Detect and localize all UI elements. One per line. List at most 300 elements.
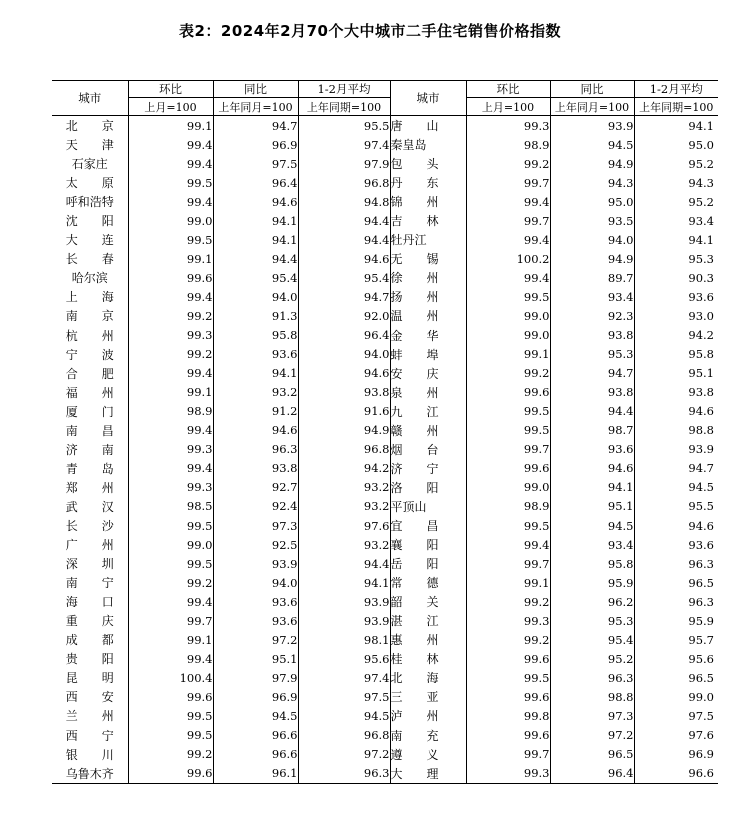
cell-yoy-left: 94.4 (213, 249, 298, 268)
cell-yoy-left: 91.3 (213, 306, 298, 325)
cell-yoy-right: 95.9 (550, 573, 634, 592)
cell-city-right: 烟 台 (390, 440, 466, 459)
cell-yoy-left: 93.2 (213, 383, 298, 402)
cell-mom-right: 99.4 (466, 535, 550, 554)
cell-mom-right: 99.2 (466, 630, 550, 649)
cell-city-left: 青 岛 (65, 461, 114, 476)
cell-city-right: 宜 昌 (390, 516, 466, 535)
header-avg-base-left: 上年同期=100 (298, 98, 390, 116)
cell-city-right: 湛 江 (390, 611, 466, 630)
cell-mom-right: 99.5 (466, 287, 550, 306)
table-row (52, 554, 718, 573)
table-row (52, 592, 718, 611)
cell-avg-left: 97.4 (298, 668, 390, 687)
cell-yoy-right: 96.2 (550, 592, 634, 611)
cell-avg-right: 94.6 (634, 402, 718, 421)
cell-city-right: 常 德 (390, 573, 466, 592)
cell-avg-right: 94.6 (634, 516, 718, 535)
header-mom-base-left: 上月=100 (128, 98, 213, 116)
cell-mom-right: 99.3 (466, 764, 550, 784)
table-row (52, 421, 718, 440)
table-row (52, 230, 718, 249)
cell-avg-right: 95.2 (634, 192, 718, 211)
cell-mom-left: 99.1 (128, 116, 213, 136)
cell-yoy-right: 93.5 (550, 211, 634, 230)
cell-yoy-right: 94.9 (550, 154, 634, 173)
cell-city-left: 南 京 (65, 309, 114, 324)
cell-city-right: 北 海 (390, 668, 466, 687)
table-row (52, 345, 718, 364)
table-row (52, 173, 718, 192)
table-row (52, 364, 718, 383)
cell-mom-left: 99.2 (128, 345, 213, 364)
cell-mom-left: 99.2 (128, 306, 213, 325)
table-row (52, 192, 718, 211)
cell-city-left: 沈 阳 (65, 214, 114, 229)
cell-mom-left: 99.3 (128, 440, 213, 459)
cell-city-right: 丹 东 (390, 173, 466, 192)
cell-avg-right: 98.8 (634, 421, 718, 440)
table-row (52, 649, 718, 668)
cell-yoy-left: 97.5 (213, 154, 298, 173)
header-city-right: 城市 (390, 81, 466, 116)
cell-city-left: 海 口 (65, 595, 114, 610)
table-row (52, 535, 718, 554)
cell-yoy-left: 96.6 (213, 726, 298, 745)
cell-avg-left: 93.2 (298, 535, 390, 554)
cell-avg-left: 94.6 (298, 249, 390, 268)
cell-mom-left: 99.3 (128, 326, 213, 345)
cell-city-left: 哈尔滨 (71, 271, 108, 286)
cell-yoy-left: 96.1 (213, 764, 298, 784)
cell-avg-left: 94.4 (298, 554, 390, 573)
cell-avg-left: 94.9 (298, 421, 390, 440)
cell-avg-right: 94.1 (634, 116, 718, 136)
cell-avg-left: 94.8 (298, 192, 390, 211)
cell-avg-right: 93.8 (634, 383, 718, 402)
cell-mom-left: 100.4 (128, 668, 213, 687)
cell-yoy-left: 94.6 (213, 192, 298, 211)
cell-mom-left: 99.5 (128, 173, 213, 192)
cell-yoy-right: 98.8 (550, 687, 634, 706)
cell-city-right: 温 州 (390, 306, 466, 325)
cell-avg-left: 94.1 (298, 573, 390, 592)
cell-city-right: 韶 关 (390, 592, 466, 611)
cell-yoy-right: 93.6 (550, 440, 634, 459)
cell-city-right: 三 亚 (390, 687, 466, 706)
cell-avg-left: 94.4 (298, 230, 390, 249)
cell-mom-right: 99.7 (466, 173, 550, 192)
cell-mom-left: 99.2 (128, 573, 213, 592)
header-yoy-right: 同比 (550, 81, 634, 98)
cell-city-right: 九 江 (390, 402, 466, 421)
cell-yoy-left: 95.1 (213, 649, 298, 668)
cell-mom-left: 99.4 (128, 154, 213, 173)
table-row (52, 402, 718, 421)
cell-avg-right: 95.7 (634, 630, 718, 649)
cell-yoy-left: 92.5 (213, 535, 298, 554)
cell-city-left: 兰 州 (65, 709, 114, 724)
cell-city-left: 深 圳 (65, 557, 114, 572)
cell-city-left: 呼和浩特 (65, 195, 114, 210)
cell-mom-left: 98.9 (128, 402, 213, 421)
cell-mom-left: 99.1 (128, 630, 213, 649)
cell-city-left: 济 南 (65, 442, 114, 457)
cell-avg-right: 93.4 (634, 211, 718, 230)
cell-mom-right: 99.4 (466, 192, 550, 211)
cell-avg-left: 93.2 (298, 497, 390, 516)
cell-city-right: 锦 州 (390, 192, 466, 211)
cell-mom-right: 99.5 (466, 516, 550, 535)
cell-yoy-left: 97.3 (213, 516, 298, 535)
cell-avg-right: 95.0 (634, 135, 718, 154)
cell-mom-right: 99.0 (466, 478, 550, 497)
cell-avg-left: 97.9 (298, 154, 390, 173)
cell-city-right: 秦皇岛 (390, 135, 466, 154)
cell-mom-left: 99.4 (128, 592, 213, 611)
cell-mom-left: 99.6 (128, 687, 213, 706)
cell-mom-left: 99.5 (128, 706, 213, 725)
cell-city-left: 昆 明 (65, 671, 114, 686)
cell-mom-right: 99.6 (466, 687, 550, 706)
cell-yoy-left: 96.9 (213, 687, 298, 706)
cell-mom-left: 99.0 (128, 211, 213, 230)
cell-mom-right: 99.6 (466, 383, 550, 402)
header-mom-base-right: 上月=100 (466, 98, 550, 116)
cell-city-left: 长 沙 (65, 519, 114, 533)
cell-avg-right: 95.1 (634, 364, 718, 383)
cell-city-left: 南 宁 (65, 576, 114, 591)
cell-yoy-right: 96.4 (550, 764, 634, 784)
cell-city-right: 徐 州 (390, 268, 466, 287)
table-row (52, 211, 718, 230)
cell-yoy-left: 95.4 (213, 268, 298, 287)
cell-mom-left: 99.1 (128, 249, 213, 268)
cell-yoy-left: 96.6 (213, 745, 298, 764)
cell-city-right: 安 庆 (390, 364, 466, 383)
cell-yoy-left: 96.4 (213, 173, 298, 192)
cell-avg-right: 94.1 (634, 230, 718, 249)
cell-avg-right: 95.5 (634, 497, 718, 516)
cell-avg-left: 95.5 (298, 116, 390, 136)
header-yoy-base-right: 上年同月=100 (550, 98, 634, 116)
cell-city-left: 太 原 (65, 176, 114, 191)
cell-city-right: 襄 阳 (390, 535, 466, 554)
cell-city-right: 南 充 (390, 726, 466, 745)
table-row (52, 306, 718, 325)
cell-avg-right: 93.9 (634, 440, 718, 459)
cell-mom-right: 99.5 (466, 668, 550, 687)
cell-avg-left: 91.6 (298, 402, 390, 421)
cell-mom-left: 99.5 (128, 726, 213, 745)
header-mom-right: 环比 (466, 81, 550, 98)
cell-city-left: 广 州 (65, 538, 114, 553)
cell-city-right: 桂 林 (390, 649, 466, 668)
cell-city-right: 遵 义 (390, 745, 466, 764)
table-row (52, 706, 718, 725)
cell-avg-right: 94.7 (634, 459, 718, 478)
cell-yoy-right: 95.3 (550, 345, 634, 364)
cell-city-right: 平顶山 (390, 497, 466, 516)
cell-mom-left: 99.0 (128, 535, 213, 554)
cell-city-left: 大 连 (65, 233, 114, 248)
cell-yoy-right: 95.1 (550, 497, 634, 516)
table-row (52, 668, 718, 687)
cell-yoy-right: 95.2 (550, 649, 634, 668)
cell-avg-right: 94.2 (634, 326, 718, 345)
cell-city-right: 惠 州 (390, 630, 466, 649)
cell-mom-right: 99.6 (466, 459, 550, 478)
cell-avg-left: 94.2 (298, 459, 390, 478)
cell-mom-left: 99.4 (128, 649, 213, 668)
cell-avg-right: 95.2 (634, 154, 718, 173)
table-body (52, 116, 718, 784)
cell-yoy-left: 94.5 (213, 706, 298, 725)
cell-avg-right: 95.3 (634, 249, 718, 268)
cell-yoy-left: 94.0 (213, 287, 298, 306)
cell-mom-left: 99.7 (128, 611, 213, 630)
cell-city-left: 银 川 (65, 747, 114, 762)
cell-avg-right: 96.3 (634, 554, 718, 573)
cell-city-left: 福 州 (65, 385, 114, 400)
cell-mom-right: 99.8 (466, 706, 550, 725)
cell-mom-left: 99.4 (128, 135, 213, 154)
cell-mom-right: 99.6 (466, 726, 550, 745)
cell-mom-left: 99.2 (128, 745, 213, 764)
cell-avg-left: 94.7 (298, 287, 390, 306)
cell-city-left: 贵 阳 (65, 652, 114, 667)
cell-mom-left: 99.5 (128, 516, 213, 535)
table-row (52, 326, 718, 345)
cell-mom-right: 99.7 (466, 211, 550, 230)
page-title: 表2：2024年2月70个大中城市二手住宅销售价格指数 (179, 22, 561, 40)
table-row (52, 459, 718, 478)
cell-yoy-left: 95.8 (213, 326, 298, 345)
cell-mom-left: 99.1 (128, 383, 213, 402)
cell-mom-right: 100.2 (466, 249, 550, 268)
cell-avg-right: 90.3 (634, 268, 718, 287)
cell-city-left: 石家庄 (71, 157, 108, 172)
cell-yoy-right: 95.3 (550, 611, 634, 630)
cell-avg-left: 96.8 (298, 440, 390, 459)
cell-mom-right: 99.3 (466, 611, 550, 630)
cell-avg-left: 95.6 (298, 649, 390, 668)
header-mom-left: 环比 (128, 81, 213, 98)
table-row (52, 116, 718, 136)
table-row (52, 154, 718, 173)
cell-avg-right: 95.8 (634, 345, 718, 364)
cell-mom-right: 99.0 (466, 306, 550, 325)
cell-city-right: 泸 州 (390, 706, 466, 725)
cell-yoy-left: 94.1 (213, 211, 298, 230)
cell-yoy-right: 94.6 (550, 459, 634, 478)
cell-mom-left: 98.5 (128, 497, 213, 516)
cell-city-left: 天 津 (65, 138, 114, 153)
cell-yoy-left: 94.1 (213, 364, 298, 383)
cell-avg-right: 96.6 (634, 764, 718, 784)
cell-avg-right: 96.3 (634, 592, 718, 611)
cell-avg-right: 93.0 (634, 306, 718, 325)
cell-mom-right: 99.7 (466, 554, 550, 573)
cell-avg-right: 96.9 (634, 745, 718, 764)
cell-mom-left: 99.4 (128, 459, 213, 478)
cell-mom-right: 99.4 (466, 268, 550, 287)
table-row (52, 726, 718, 745)
cell-mom-right: 99.5 (466, 421, 550, 440)
cell-city-right: 扬 州 (390, 287, 466, 306)
cell-city-right: 济 宁 (390, 459, 466, 478)
cell-avg-left: 93.9 (298, 611, 390, 630)
cell-yoy-right: 94.3 (550, 173, 634, 192)
cell-mom-right: 98.9 (466, 497, 550, 516)
cell-yoy-right: 94.1 (550, 478, 634, 497)
header-yoy-base-left: 上年同月=100 (213, 98, 298, 116)
cell-yoy-right: 97.3 (550, 706, 634, 725)
cell-yoy-right: 89.7 (550, 268, 634, 287)
cell-yoy-right: 94.5 (550, 135, 634, 154)
cell-city-left: 郑 州 (65, 480, 114, 495)
cell-avg-left: 96.3 (298, 764, 390, 784)
cell-city-right: 无 锡 (390, 249, 466, 268)
cell-avg-left: 94.0 (298, 345, 390, 364)
cell-yoy-right: 92.3 (550, 306, 634, 325)
cell-yoy-left: 93.6 (213, 345, 298, 364)
cell-yoy-right: 94.5 (550, 516, 634, 535)
table-row (52, 764, 718, 784)
header-avg-left: 1-2月平均 (298, 81, 390, 98)
cell-yoy-left: 94.1 (213, 230, 298, 249)
header-yoy-left: 同比 (213, 81, 298, 98)
table-row (52, 440, 718, 459)
cell-city-left: 乌鲁木齐 (52, 764, 128, 784)
cell-mom-left: 99.6 (128, 764, 213, 784)
cell-mom-left: 99.4 (128, 364, 213, 383)
cell-avg-right: 94.3 (634, 173, 718, 192)
cell-yoy-left: 96.3 (213, 440, 298, 459)
cell-city-left: 厦 门 (65, 404, 114, 419)
cell-city-right: 唐 山 (390, 116, 466, 136)
cell-yoy-right: 96.5 (550, 745, 634, 764)
cell-yoy-left: 93.6 (213, 611, 298, 630)
cell-yoy-left: 92.4 (213, 497, 298, 516)
cell-avg-right: 97.5 (634, 706, 718, 725)
cell-city-left: 成 都 (65, 633, 114, 648)
cell-avg-left: 94.6 (298, 364, 390, 383)
cell-yoy-right: 94.9 (550, 249, 634, 268)
cell-yoy-right: 93.4 (550, 535, 634, 554)
cell-yoy-left: 94.0 (213, 573, 298, 592)
cell-mom-right: 99.1 (466, 573, 550, 592)
table-row (52, 745, 718, 764)
cell-avg-right: 96.5 (634, 573, 718, 592)
cell-mom-left: 99.4 (128, 287, 213, 306)
cell-city-left: 上 海 (65, 290, 114, 305)
cell-city-left: 西 安 (65, 690, 114, 705)
table-row (52, 497, 718, 516)
cell-yoy-right: 94.4 (550, 402, 634, 421)
cell-yoy-right: 93.8 (550, 383, 634, 402)
cell-city-right: 蚌 埠 (390, 345, 466, 364)
cell-city-right: 洛 阳 (390, 478, 466, 497)
cell-mom-left: 99.4 (128, 192, 213, 211)
cell-avg-left: 96.4 (298, 326, 390, 345)
cell-avg-left: 93.8 (298, 383, 390, 402)
cell-city-left: 长 春 (65, 252, 114, 267)
cell-avg-left: 98.1 (298, 630, 390, 649)
cell-mom-right: 99.2 (466, 364, 550, 383)
cell-city-left: 合 肥 (65, 366, 114, 381)
cell-avg-right: 95.6 (634, 649, 718, 668)
cell-yoy-left: 94.6 (213, 421, 298, 440)
cell-avg-left: 97.6 (298, 516, 390, 535)
cell-avg-left: 94.4 (298, 211, 390, 230)
cell-avg-left: 93.9 (298, 592, 390, 611)
cell-mom-right: 99.6 (466, 649, 550, 668)
cell-city-left: 杭 州 (65, 328, 114, 343)
cell-city-left: 重 庆 (65, 614, 114, 629)
cell-city-left: 西 宁 (65, 728, 114, 743)
cell-mom-right: 99.0 (466, 326, 550, 345)
cell-avg-left: 93.2 (298, 478, 390, 497)
table-row (52, 478, 718, 497)
cell-avg-right: 93.6 (634, 287, 718, 306)
cell-yoy-right: 96.3 (550, 668, 634, 687)
cell-mom-left: 99.3 (128, 478, 213, 497)
cell-mom-right: 99.7 (466, 745, 550, 764)
cell-yoy-right: 94.0 (550, 230, 634, 249)
cell-avg-left: 96.8 (298, 173, 390, 192)
cell-avg-left: 97.2 (298, 745, 390, 764)
price-index-table (52, 80, 718, 784)
table-row (52, 249, 718, 268)
cell-yoy-left: 96.9 (213, 135, 298, 154)
cell-mom-left: 99.4 (128, 421, 213, 440)
cell-yoy-left: 93.6 (213, 592, 298, 611)
cell-yoy-right: 98.7 (550, 421, 634, 440)
cell-avg-left: 97.5 (298, 687, 390, 706)
cell-city-left: 宁 波 (65, 347, 114, 362)
table-row (52, 516, 718, 535)
cell-mom-left: 99.5 (128, 554, 213, 573)
cell-avg-right: 95.9 (634, 611, 718, 630)
header-city-left: 城市 (52, 81, 128, 116)
table-row (52, 135, 718, 154)
cell-yoy-right: 93.8 (550, 326, 634, 345)
cell-mom-right: 99.5 (466, 402, 550, 421)
cell-mom-right: 99.4 (466, 230, 550, 249)
cell-mom-left: 99.6 (128, 268, 213, 287)
table-row (52, 287, 718, 306)
table-row (52, 383, 718, 402)
cell-city-right: 包 头 (390, 154, 466, 173)
cell-avg-right: 94.5 (634, 478, 718, 497)
cell-avg-left: 95.4 (298, 268, 390, 287)
cell-yoy-left: 94.7 (213, 116, 298, 136)
cell-yoy-left: 97.2 (213, 630, 298, 649)
cell-mom-right: 99.1 (466, 345, 550, 364)
cell-city-right: 岳 阳 (390, 554, 466, 573)
cell-avg-right: 93.6 (634, 535, 718, 554)
table-row (52, 611, 718, 630)
cell-city-right: 牡丹江 (390, 230, 466, 249)
table-row (52, 268, 718, 287)
cell-avg-right: 96.5 (634, 668, 718, 687)
cell-mom-right: 99.2 (466, 592, 550, 611)
cell-yoy-right: 94.7 (550, 364, 634, 383)
cell-avg-right: 99.0 (634, 687, 718, 706)
cell-avg-left: 92.0 (298, 306, 390, 325)
cell-mom-right: 99.2 (466, 154, 550, 173)
